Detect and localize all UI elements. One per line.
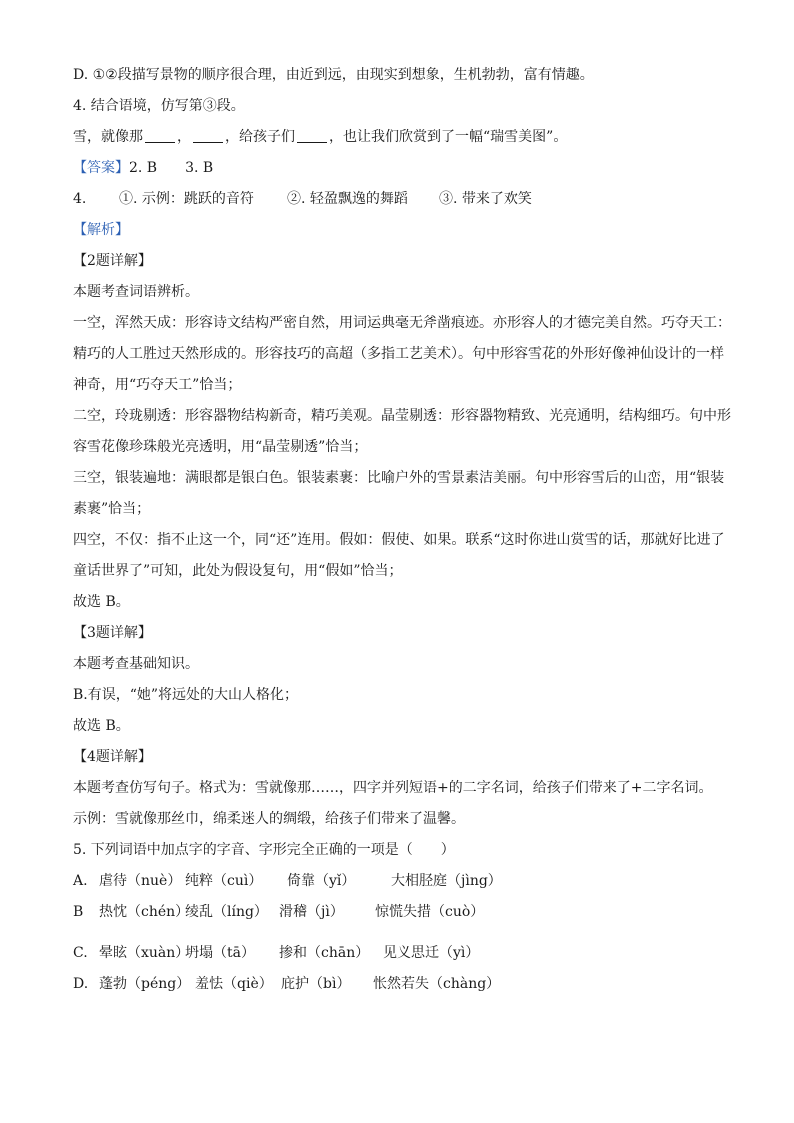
q5-option-d [73,969,733,1000]
q3-paragraph-1: B.有误，“她”将远处的大山人格化； [73,687,299,703]
option-word-3: 滑稽（jì） [279,904,344,920]
option-word-4: 见义思迁（yì） [383,945,480,961]
q1-option-d: D. ①②段描写景物的顺序很合理，由近到远，由现实到想象，生机勃勃，富有情趣。 [73,67,594,83]
answer-4-item-1: ①. 示例：跳跃的音符 [119,191,254,207]
q2-heading: 【2题详解】 [73,253,152,269]
option-word-4: 怅然若失（chàng） [373,976,501,992]
q4-sentence-part1: 雪，就像那 [73,129,143,145]
answer-4-line [73,184,733,215]
answer-text: 2. B 3. B [129,160,214,176]
q3-heading: 【3题详解】 [73,625,152,641]
option-word-4: 惊慌失措（cuò） [375,904,485,920]
q2-paragraph-4: 四空，不仅：指不止这一个，同“还”连用。假如：假使、如果。联系“这时你进山赏雪的话，那就好比进了童话世界了”可知，此处为假设复句，用“假如”恰当； [73,532,725,579]
option-word-3: 倚靠（yǐ） [287,873,356,889]
answer-tag: 【答案】 [73,160,129,176]
answer-4-item-2: ②. 轻盈飘逸的舞蹈 [287,191,408,207]
q4-intro: 本题考查仿写句子。格式为：雪就像那……，四字并列短语+的二字名词，给孩子们带来了+二字名词。 [73,780,713,796]
option-word-4: 大相胫庭（jìng） [391,873,502,889]
option-label: B [73,904,84,920]
option-word-1: 晕眩（xuàn） [99,945,190,961]
q2-paragraph-3: 三空，银装遍地：满眼都是银白色。银装素裹：比喻户外的雪景素洁美丽。句中形容雪后的山峦，用“银装素裹”恰当； [73,470,725,517]
option-word-1: 蓬勃（péng） [99,976,191,992]
option-word-1: 虐待（nuè） [99,873,182,889]
q2-paragraph-2: 二空，玲珑剔透：形容器物结构新奇，精巧美观。晶莹剔透：形容器物精致、光亮通明，结构细巧。句中形容雪花像珍珠般光亮透明，用“晶莹剔透”恰当； [73,408,731,455]
option-label: D. [73,976,89,992]
q4-sentence-part2: ， [177,129,191,145]
q4-sentence-part3: ，给孩子们 [225,129,295,145]
q4-example: 示例：雪就像那丝巾，绵柔迷人的绸缎，给孩子们带来了温馨。 [73,811,465,827]
q4-prompt: 4. 结合语境，仿写第③段。 [73,98,245,114]
q4-sentence-part4: ，也让我们欣赏到了一幅“瑞雪美图”。 [329,129,568,145]
document-page [73,60,733,1000]
answer-4-num: 4. [73,191,87,207]
q5-option-a [73,866,733,897]
blank-2 [193,128,223,143]
option-word-2: 坍塌（tā） [185,945,255,961]
analysis-tag: 【解析】 [73,222,129,238]
q2-paragraph-1: 一空，浑然天成：形容诗文结构严密自然，用词运典毫无斧凿痕迹。亦形容人的才德完美自然。巧夺天工：精巧的人工胜过天然形成的。形容技巧的高超（多指工艺美术）。句中形容雪花的外形好像神仙设计的一样神奇，用“巧夺天工”恰当； [73,315,731,393]
blank-1 [145,128,175,143]
option-label: C. [73,945,88,961]
answer-4-item-3: ③. 带来了欢笑 [439,191,532,207]
q2-conclusion: 故选 B。 [73,594,130,610]
blank-3 [297,128,327,143]
option-label: A. [73,873,88,889]
q4-sentence [73,122,733,153]
q5-prompt: 5. 下列词语中加点字的字音、字形完全正确的一项是（ ） [73,842,455,858]
option-word-2: 羞怯（qiè） [195,976,273,992]
option-word-1: 热忱（chén） [99,904,190,920]
option-word-3: 庇护（bì） [281,976,351,992]
q5-option-b [73,897,733,928]
q2-intro: 本题考查词语辨析。 [73,284,199,300]
answer-line [73,153,733,184]
option-word-2: 纯粹（cuì） [185,873,263,889]
q4-heading: 【4题详解】 [73,749,152,765]
q3-conclusion: 故选 B。 [73,718,130,734]
option-word-3: 掺和（chān） [279,945,370,961]
q5-options [73,866,733,1000]
option-word-2: 绫乱（líng） [185,904,268,920]
q5-option-c [73,938,733,969]
q3-intro: 本题考查基础知识。 [73,656,199,672]
